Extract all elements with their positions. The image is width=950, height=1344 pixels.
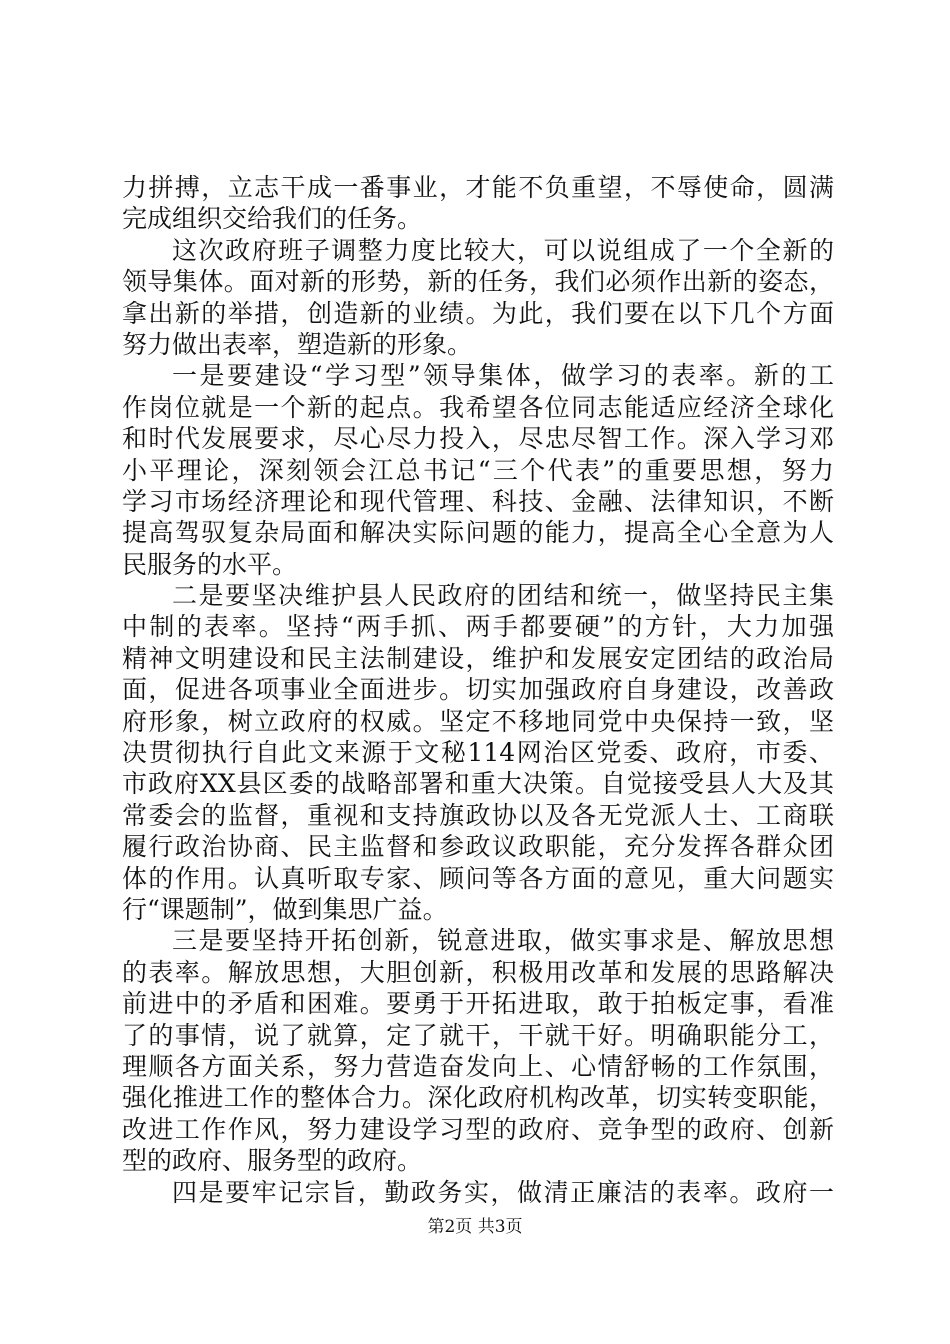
text-line: 小平理论，深刻领会江总书记“三个代表”的重要思想，努力 xyxy=(122,455,834,485)
text-line: 学习市场经济理论和现代管理、科技、金融、法律知识，不断 xyxy=(122,486,834,516)
text-line: 二是要坚决维护县人民政府的团结和统一，做坚持民主集 xyxy=(172,581,834,611)
text-line: 提高驾驭复杂局面和解决实际问题的能力，提高全心全意为人 xyxy=(122,518,834,548)
text-line: 了的事情，说了就算，定了就干，干就干好。明确职能分工， xyxy=(122,1020,834,1050)
text-line: 作岗位就是一个新的起点。我希望各位同志能适应经济全球化 xyxy=(122,392,834,422)
text-line: 四是要牢记宗旨，勤政务实，做清正廉洁的表率。政府一 xyxy=(172,1177,834,1207)
text-line: 三是要坚持开拓创新，锐意进取，做实事求是、解放思想 xyxy=(172,926,834,956)
text-line: 完成组织交给我们的任务。 xyxy=(122,204,423,234)
text-line: 履行政治协商、民主监督和参政议政职能，充分发挥各群众团 xyxy=(122,832,834,862)
text-line: 决贯彻执行自此文来源于文秘114网治区党委、政府，市委、 xyxy=(122,738,834,768)
text-line: 一是要建设“学习型”领导集体，做学习的表率。新的工 xyxy=(172,361,834,391)
text-line: 市政府XX县区委的战略部署和重大决策。自觉接受县人大及其 xyxy=(122,769,834,799)
text-line: 常委会的监督，重视和支持旗政协以及各无党派人士、工商联 xyxy=(122,800,834,830)
text-line: 这次政府班子调整力度比较大，可以说组成了一个全新的 xyxy=(172,235,834,265)
text-line: 民服务的水平。 xyxy=(122,549,298,579)
text-line: 强化推进工作的整体合力。深化政府机构改革，切实转变职能， xyxy=(122,1083,834,1113)
document-body xyxy=(122,172,834,1208)
text-line: 精神文明建设和民主法制建设，维护和发展安定团结的政治局 xyxy=(122,643,834,673)
text-line: 体的作用。认真听取专家、顾问等各方面的意见，重大问题实 xyxy=(122,863,834,893)
text-line: 领导集体。面对新的形势，新的任务，我们必须作出新的姿态， xyxy=(122,267,834,297)
text-line: 府形象，树立政府的权威。坚定不移地同党中央保持一致，坚 xyxy=(122,706,834,736)
text-line: 行“课题制”，做到集思广益。 xyxy=(122,894,448,924)
page-number-footer: 第2页 共3页 xyxy=(427,1217,523,1237)
text-line: 和时代发展要求，尽心尽力投入，尽忠尽智工作。深入学习邓 xyxy=(122,424,834,454)
text-line: 的表率。解放思想，大胆创新，积极用改革和发展的思路解决 xyxy=(122,957,834,987)
text-line: 中制的表率。坚持“两手抓、两手都要硬”的方针，大力加强 xyxy=(122,612,834,642)
text-line: 改进工作作风，努力建设学习型的政府、竞争型的政府、创新 xyxy=(122,1114,834,1144)
text-line: 努力做出表率，塑造新的形象。 xyxy=(122,329,473,359)
text-line: 拿出新的举措，创造新的业绩。为此，我们要在以下几个方面 xyxy=(122,298,834,328)
text-line: 理顺各方面关系，努力营造奋发向上、心情舒畅的工作氛围， xyxy=(122,1051,834,1081)
text-line: 型的政府、服务型的政府。 xyxy=(122,1146,423,1176)
text-line: 力拼搏，立志干成一番事业，才能不负重望，不辱使命，圆满 xyxy=(122,173,834,202)
text-line: 前进中的矛盾和困难。要勇于开拓进取，敢于拍板定事，看准 xyxy=(122,989,834,1019)
text-line: 面，促进各项事业全面进步。切实加强政府自身建设，改善政 xyxy=(122,675,834,705)
